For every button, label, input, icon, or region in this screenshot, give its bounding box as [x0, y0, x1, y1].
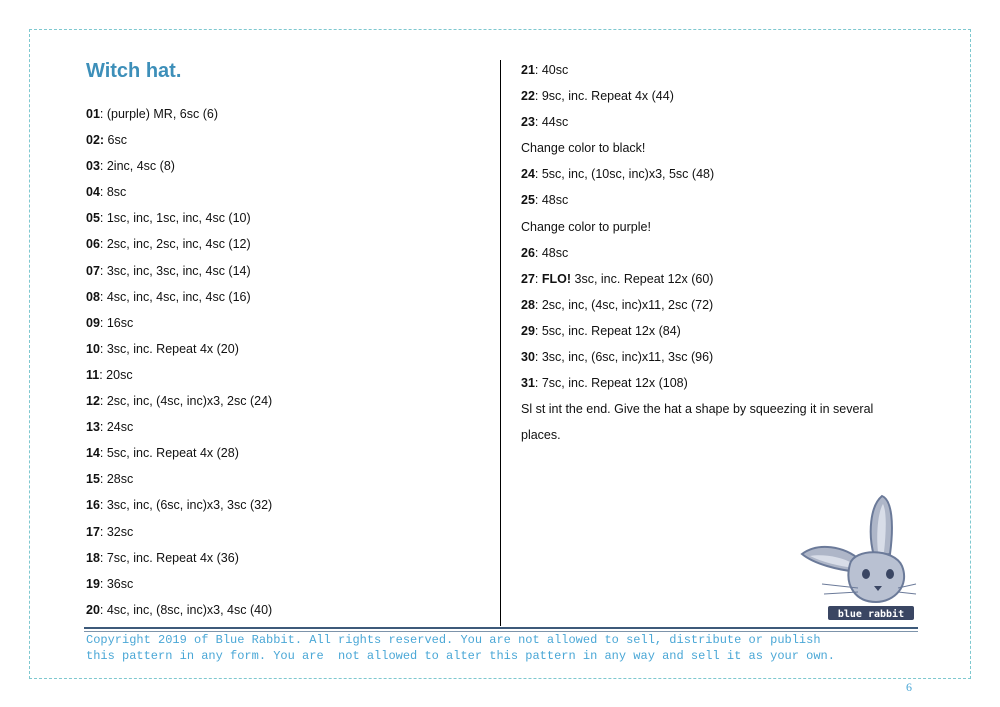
finishing-instruction-line-2: places. [521, 428, 561, 443]
round-number: 29 [521, 323, 535, 338]
round-number: 04 [86, 185, 100, 200]
right-column [521, 57, 901, 448]
round-text: : 9sc, inc. Repeat 4x (44) [534, 89, 674, 104]
color-change-note-purple: Change color to purple! [521, 219, 651, 234]
round-row-27 [521, 266, 901, 292]
round-text: : 4sc, inc, 4sc, inc, 4sc (16) [99, 289, 251, 304]
round-text: 6sc [104, 133, 128, 148]
round-text: : 40sc [534, 63, 569, 77]
round-text: : 2sc, inc, (4sc, inc)x11, 2sc (72) [534, 297, 714, 312]
round-text: : 2sc, inc, 2sc, inc, 4sc (12) [99, 237, 251, 252]
round-text: : 4sc, inc, (8sc, inc)x3, 4sc (40) [99, 602, 273, 617]
round-row-14 [86, 440, 272, 466]
color-change-note-black: Change color to black! [521, 141, 646, 156]
round-number: 12 [86, 394, 100, 409]
page-title: Witch hat. [86, 60, 182, 82]
round-row-18 [86, 545, 272, 571]
round-row-07 [86, 258, 272, 284]
round-number: 28 [521, 297, 535, 312]
round-number: 06 [86, 237, 100, 252]
round-row-09 [86, 310, 272, 336]
round-number: 23 [521, 115, 535, 130]
round-number: 08 [86, 289, 100, 304]
round-text: : [534, 271, 542, 286]
round-row-01 [86, 101, 272, 127]
round-row-16 [86, 492, 272, 518]
round-row-20 [86, 597, 272, 623]
round-number: 24 [521, 167, 535, 182]
round-number: 15 [86, 472, 100, 487]
round-row-04 [86, 179, 272, 205]
round-number: 09 [86, 315, 100, 330]
round-text: : 3sc, inc, 3sc, inc, 4sc (14) [99, 263, 251, 278]
round-row-26 [521, 240, 901, 266]
round-text: : 20sc [99, 367, 133, 382]
round-number: 14 [86, 446, 100, 461]
round-text: : 8sc [99, 185, 127, 200]
round-number: 11 [86, 367, 100, 382]
round-row-10 [86, 336, 272, 362]
round-text: : 7sc, inc. Repeat 4x (36) [99, 550, 239, 565]
round-row-23 [521, 109, 901, 135]
round-text: : 5sc, inc. Repeat 4x (28) [99, 446, 239, 461]
footer-rule [84, 627, 918, 629]
column-divider [500, 60, 501, 626]
round-row-08 [86, 284, 272, 310]
round-text: : 1sc, inc, 1sc, inc, 4sc (10) [99, 211, 251, 226]
round-number: 17 [86, 524, 100, 539]
round-number: 05 [86, 211, 100, 226]
round-text: : 36sc [99, 576, 134, 591]
round-row-21 [521, 57, 901, 83]
round-row-12 [86, 388, 272, 414]
left-column [86, 101, 272, 623]
round-text: : 2sc, inc, (4sc, inc)x3, 2sc (24) [99, 394, 273, 409]
round-number: 02: [86, 133, 105, 148]
round-row-25 [521, 187, 901, 213]
copyright-line-2: this pattern in any form. You are not allowed to alter this pattern in any way and sell it as your own. [86, 648, 835, 663]
round-row-13 [86, 414, 272, 440]
round-text: : 7sc, inc. Repeat 12x (108) [534, 376, 688, 391]
round-row-11 [86, 362, 272, 388]
round-number: 10 [86, 341, 100, 356]
round-text: : 16sc [99, 315, 134, 330]
round-text: : 24sc [99, 420, 134, 435]
round-row-31 [521, 370, 901, 396]
round-text: : 3sc, inc, (6sc, inc)x3, 3sc (32) [99, 498, 273, 513]
round-number: 21 [521, 63, 535, 77]
round-row-03 [86, 153, 272, 179]
round-row-28 [521, 292, 901, 318]
round-row-02 [86, 127, 272, 153]
round-text: : 44sc [534, 115, 569, 130]
round-text: : 32sc [99, 524, 134, 539]
round-number: 01 [86, 107, 100, 121]
round-row-24 [521, 161, 901, 187]
logo-text: blue rabbit [837, 609, 905, 620]
round-number: 31 [521, 376, 535, 391]
round-number: 18 [86, 550, 100, 565]
round-row-05 [86, 205, 272, 231]
round-row-15 [86, 466, 272, 492]
finishing-instruction-line-1: Sl st int the end. Give the hat a shape by squeezing it in several [521, 402, 874, 417]
round-number: 25 [521, 193, 535, 208]
round-text: : 5sc, inc, (10sc, inc)x3, 5sc (48) [534, 167, 715, 182]
page-number: 6 [906, 680, 912, 694]
round-number: 26 [521, 245, 535, 260]
round-row-29 [521, 318, 901, 344]
round-number: 07 [86, 263, 100, 278]
round-number: 22 [521, 89, 535, 104]
round-text: : (purple) MR, 6sc (6) [99, 107, 218, 121]
round-text: : 3sc, inc. Repeat 4x (20) [99, 341, 239, 356]
round-row-06 [86, 231, 272, 257]
footer-rule-thin [84, 631, 918, 632]
round-row-22 [521, 83, 901, 109]
round-number: 30 [521, 350, 535, 365]
round-row-17 [86, 519, 272, 545]
blue-rabbit-logo [798, 494, 920, 626]
round-number: 27 [521, 271, 535, 286]
flo-marker: FLO! [541, 271, 572, 286]
round-text: : 28sc [99, 472, 134, 487]
round-row-19 [86, 571, 272, 597]
round-number: 19 [86, 576, 100, 591]
round-number: 20 [86, 602, 100, 617]
round-number: 03 [86, 159, 100, 174]
round-text: : 2inc, 4sc (8) [99, 159, 175, 174]
round-text: : 5sc, inc. Repeat 12x (84) [534, 323, 681, 338]
copyright-notice [86, 633, 835, 664]
round-number: 16 [86, 498, 100, 513]
round-row-30 [521, 344, 901, 370]
round-text: : 3sc, inc, (6sc, inc)x11, 3sc (96) [534, 350, 714, 365]
copyright-line-1: Copyright 2019 of Blue Rabbit. All rights reserved. You are not allowed to sell, distribute or publish [86, 633, 821, 647]
round-text: : 48sc [534, 193, 569, 208]
round-number: 13 [86, 420, 100, 435]
round-text: : 48sc [534, 245, 569, 260]
round-text-rest: 3sc, inc. Repeat 12x (60) [571, 271, 714, 286]
